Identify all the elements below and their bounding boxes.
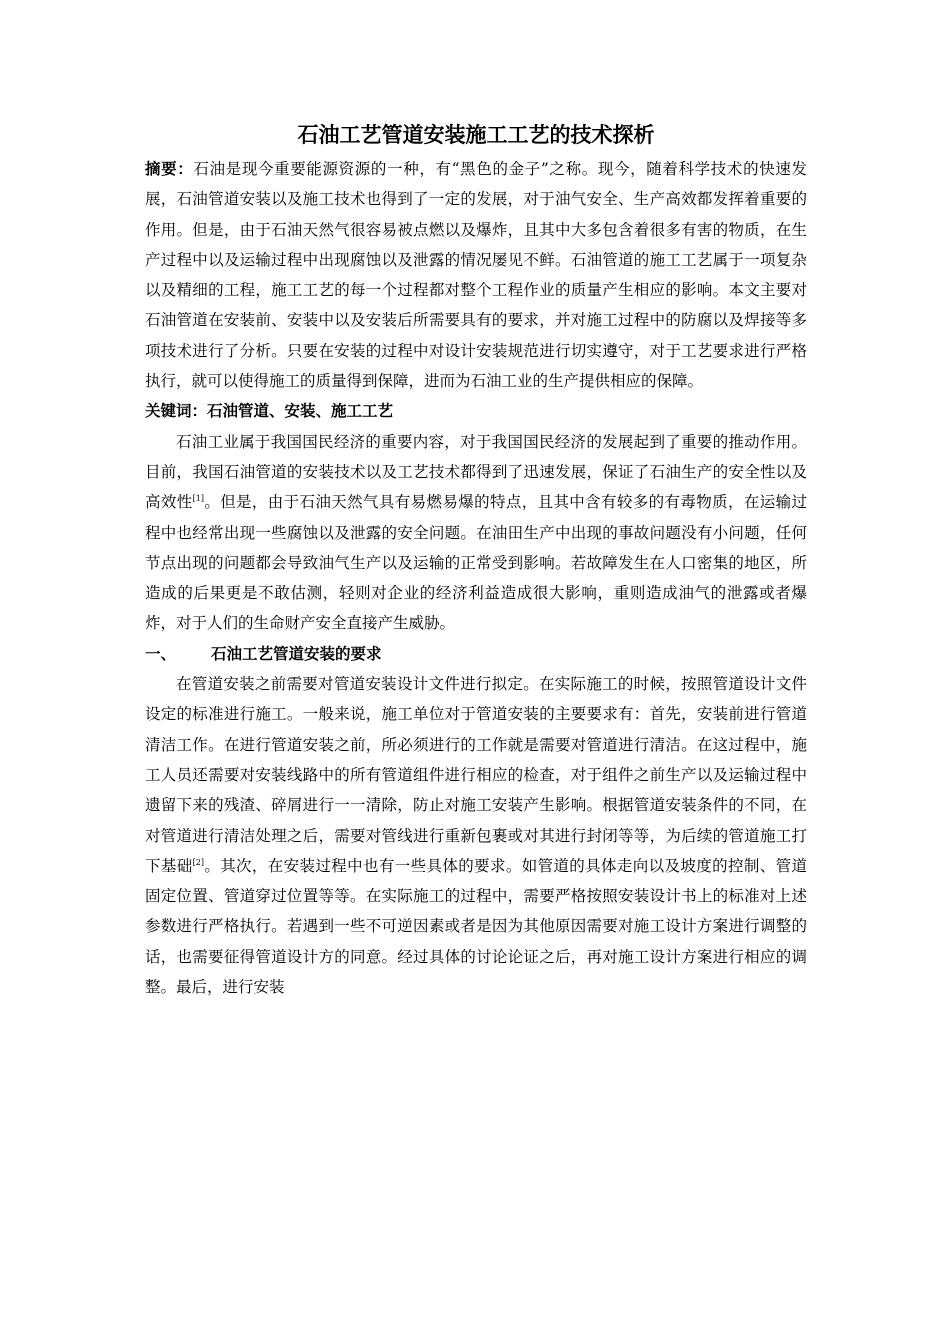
reference-marker-1[interactable]: [1] <box>192 494 204 504</box>
section-1-title: 石油工艺管道安装的要求 <box>211 643 382 663</box>
abstract-text: 石油是现今重要能源资源的一种，有“黑色的金子”之称。现今，随着科学技术的快速发展，石油管道安装以及施工技术也得到了一定的发展，对于油气安全、生产高效都发挥着重要的作用。但是，由于石油天然气很容易被点燃以及爆炸，且其中大多包含着很多有害的物质，在生产过程中以及运输过程中出现腐蚀以及泄露的情况屡见不鲜。石油管道的施工工艺属于一项复杂以及精细的工程，施工工艺的每一个过程都对整个工程作业的质量产生相应的影响。本文主要对石油管道在安装前、安装中以及安装后所需要具有的要求，并对施工过程中的防腐以及焊接等多项技术进行了分析。只要在安装的过程中对设计安装规范进行切实遵守，对于工艺要求进行严格执行，就可以使得施工的质量得到保障，进而为石油工业的生产提供相应的保障。 <box>145 160 807 391</box>
abstract-paragraph <box>145 154 807 396</box>
reference-marker-2[interactable]: [2] <box>192 857 204 867</box>
keywords-line: 关键词：石油管道、安装、施工工艺 <box>145 401 394 421</box>
section-1-heading <box>145 639 807 669</box>
section-1-number: 一、 <box>145 643 177 663</box>
intro-text-part1: 石油工业属于我国国民经济的重要内容，对于我国国民经济的发展起到了重要的推动作用。目前，我国石油管道的安装技术以及工艺技术都得到了迅速发展，保证了石油生产的安全性以及高效性 <box>145 432 807 512</box>
intro-paragraph <box>145 427 807 639</box>
intro-text-part2: 。但是，由于石油天然气具有易燃易爆的特点，且其中含有较多的有毒物质，在运输过程中也经常出现一些腐蚀以及泄露的安全问题。在油田生产中出现的事故问题没有小问题，任何节点出现的问题都会导致油气生产以及运输的正常受到影响。若故障发生在人口密集的地区，所造成的后果更是不敢估测，轻则对企业的经济利益造成很大影响，重则造成油气的泄露或者爆炸，对于人们的生命财产安全直接产生威胁。 <box>145 493 807 633</box>
section-1-text-part2: 。其次，在安装过程中也有一些具体的要求。如管道的具体走向以及坡度的控制、管道固定位置、管道穿过位置等等。在实际施工的过程中，需要严格按照安装设计书上的标准对上述参数进行严格执行。若遇到一些不可逆因素或者是因为其他原因需要对施工设计方案进行调整的话，也需要征得管道设计方的同意。经过具体的讨论论证之后，再对施工设计方案进行相应的调整。最后，进行安装 <box>145 856 807 997</box>
section-1-text-part1: 在管道安装之前需要对管道安装设计文件进行拟定。在实际施工的时候，按照管道设计文件设定的标准进行施工。一般来说，施工单位对于管道安装的主要要求有：首先，安装前进行管道清洁工作。在进行管道安装之前，所必须进行的工作就是需要对管道进行清洁。在这过程中，施工人员还需要对安装线路中的所有管道组件进行相应的检查，对于组件之前生产以及运输过程中遗留下来的残渣、碎屑进行一一清除，防止对施工安装产生影响。根据管道安装条件的不同，在对管道进行清洁处理之后，需要对管线进行重新包裹或对其进行封闭等等，为后续的管道施工打下基础 <box>145 675 807 875</box>
document-page <box>145 120 807 1002</box>
section-1-paragraph <box>145 669 807 1002</box>
abstract-label: 摘要： <box>145 159 194 178</box>
document-title: 石油工艺管道安装施工工艺的技术探析 <box>297 122 655 147</box>
